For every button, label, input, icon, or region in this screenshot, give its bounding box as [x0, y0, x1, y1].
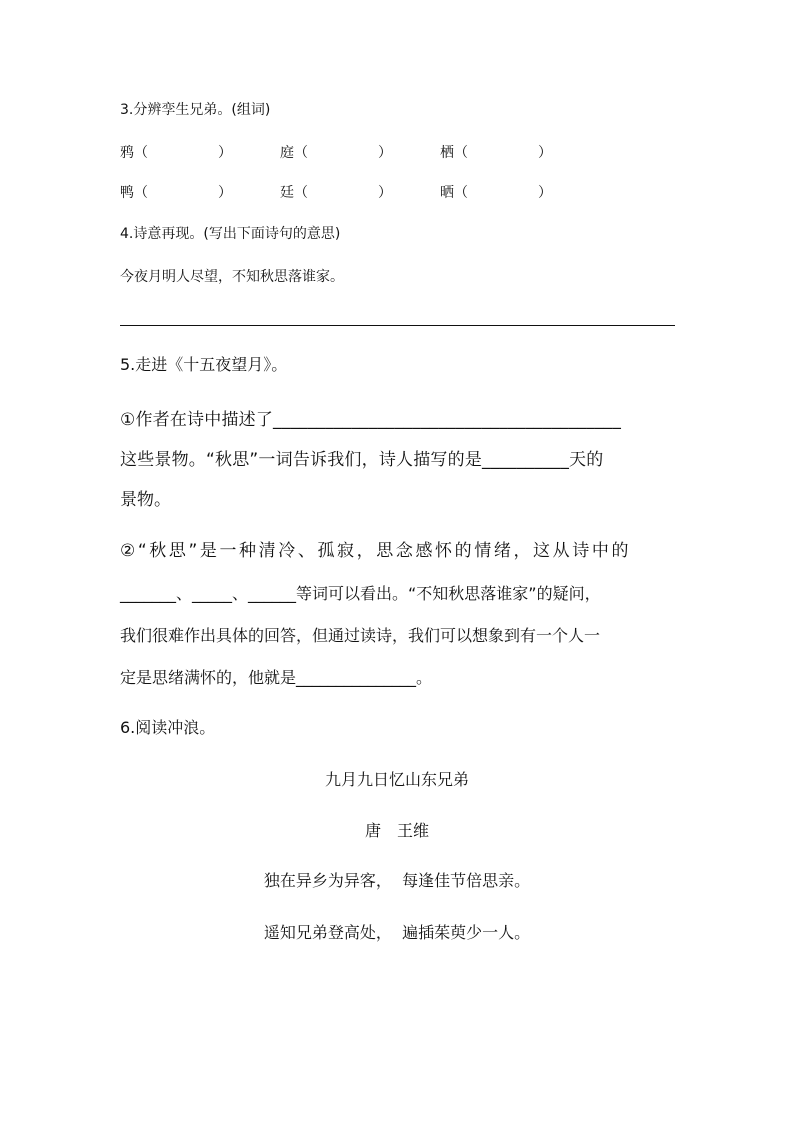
question-5-title: 5.走进《十五夜望月》。: [120, 355, 288, 374]
word-pair-qi-blank: 栖（ ）: [440, 145, 552, 161]
poem-author: 唐 王维: [364, 821, 429, 840]
poem-line-2: 遥知兄弟登高处， 遍插茱萸少一人。: [263, 923, 531, 942]
word-pair-ya-blank: 鸦（ ）: [120, 145, 232, 161]
question-4-title: 4.诗意再现。(写出下面诗句的意思): [120, 226, 341, 242]
question-6-title: 6.阅读冲浪。: [120, 718, 216, 737]
q5-part2-line1: ②“秋思”是一种清冷、孤寂，思念感怀的情绪，这从诗中的: [120, 541, 632, 561]
q5-part2-line3: 我们很难作出具体的回答，但通过读诗，我们可以想象到有一个人一: [120, 626, 601, 645]
word-pair-ting-blank: 庭（ ）: [280, 145, 392, 161]
answer-line: [120, 325, 675, 326]
word-pair-shai-blank: 晒（ ）: [440, 185, 552, 201]
poem-title: 九月九日忆山东兄弟: [324, 770, 469, 789]
poem-verse: 今夜月明人尽望，不知秋思落谁家。: [120, 269, 344, 285]
poem-line-1: 独在异乡为异客， 每逢佳节倍思亲。: [263, 871, 531, 890]
question-3-title: 3.分辨孪生兄弟。(组词): [120, 102, 271, 118]
q5-part2-line4: 定是思绪满怀的，他就是_______________。: [120, 668, 433, 687]
q5-part1-line2: 这些景物。“秋思”一词告诉我们，诗人描写的是__________天的: [120, 450, 604, 470]
q5-part1-line1: ①作者在诗中描述了________________________________________: [120, 410, 622, 430]
q5-part2-line2: _______、_____、______等词可以看出。“不知秋思落谁家”的疑问，: [120, 584, 601, 603]
q5-part1-line3: 景物。: [120, 490, 171, 510]
word-pair-ya2-blank: 鸭（ ）: [120, 185, 232, 201]
word-pair-ting2-blank: 廷（ ）: [280, 185, 392, 201]
